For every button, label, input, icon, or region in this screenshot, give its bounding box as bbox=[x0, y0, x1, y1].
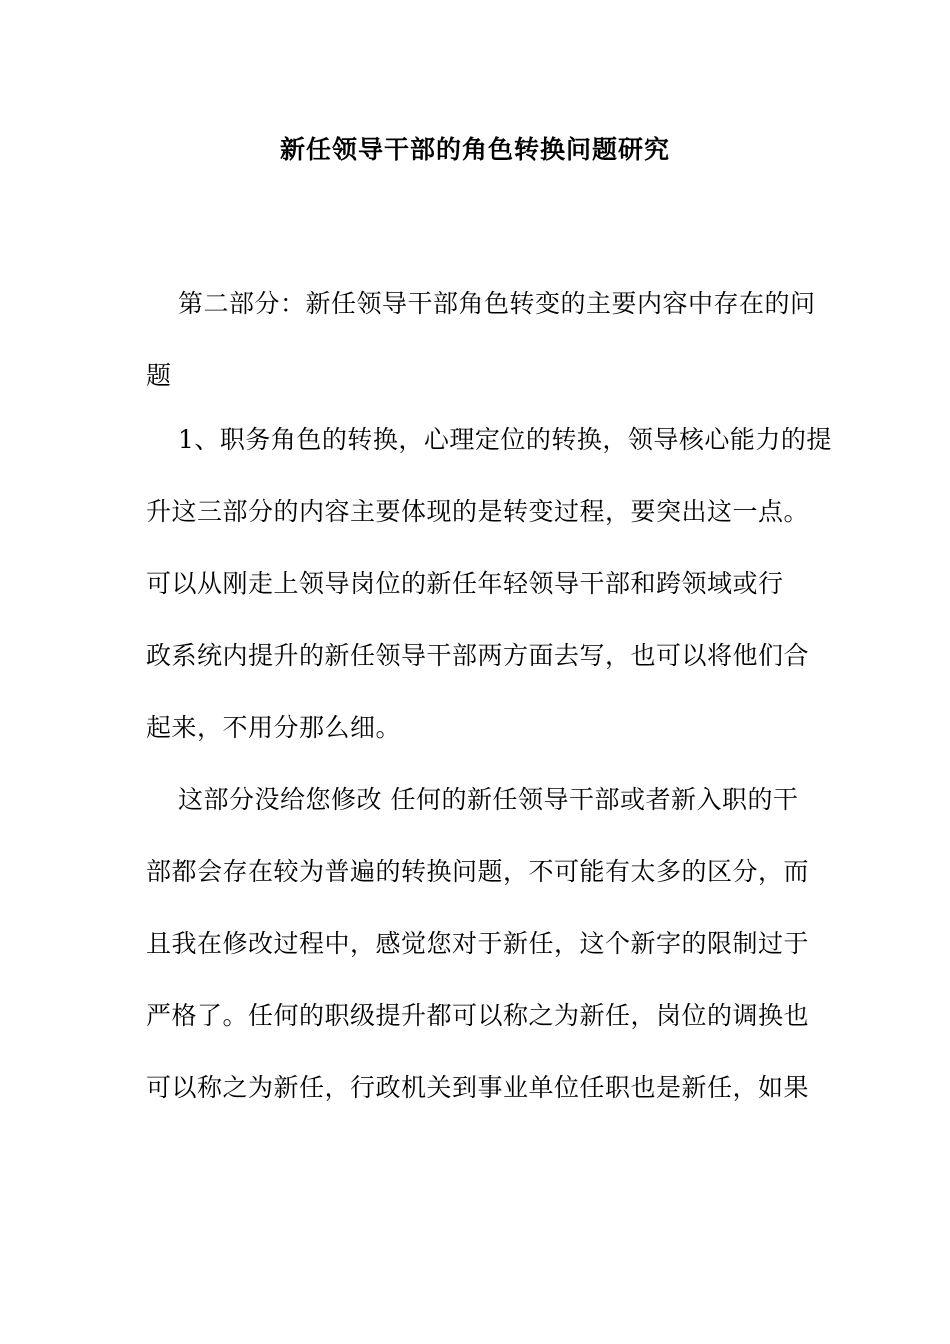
paragraph-line: 可以称之为新任，行政机关到事业单位任职也是新任，如果 bbox=[146, 1073, 810, 1102]
paragraph-line: 严格了。任何的职级提升都可以称之为新任，岗位的调换也 bbox=[146, 1001, 810, 1030]
paragraph-line: 政系统内提升的新任领导干部两方面去写，也可以将他们合 bbox=[146, 641, 810, 670]
paragraph-line: 可以从刚走上领导岗位的新任年轻领导干部和跨领域或行 bbox=[146, 569, 784, 598]
paragraph-line: 部都会存在较为普遍的转换问题，不可能有太多的区分，而 bbox=[146, 857, 810, 886]
paragraph-line: 第二部分：新任领导干部角色转变的主要内容中存在的问 bbox=[178, 289, 816, 318]
document-title: 新任领导干部的角色转换问题研究 bbox=[279, 135, 670, 164]
paragraph-line: 题 bbox=[146, 361, 172, 390]
paragraph-line: 这部分没给您修改 任何的新任领导干部或者新入职的干 bbox=[178, 785, 799, 814]
paragraph-line: 起来，不用分那么细。 bbox=[146, 713, 402, 742]
paragraph-line: 且我在修改过程中，感觉您对于新任，这个新字的限制过于 bbox=[146, 929, 810, 958]
paragraph-line: 1、职务角色的转换，心理定位的转换，领导核心能力的提 bbox=[178, 425, 832, 454]
paragraph-line: 升这三部分的内容主要体现的是转变过程，要突出这一点。 bbox=[146, 497, 810, 526]
